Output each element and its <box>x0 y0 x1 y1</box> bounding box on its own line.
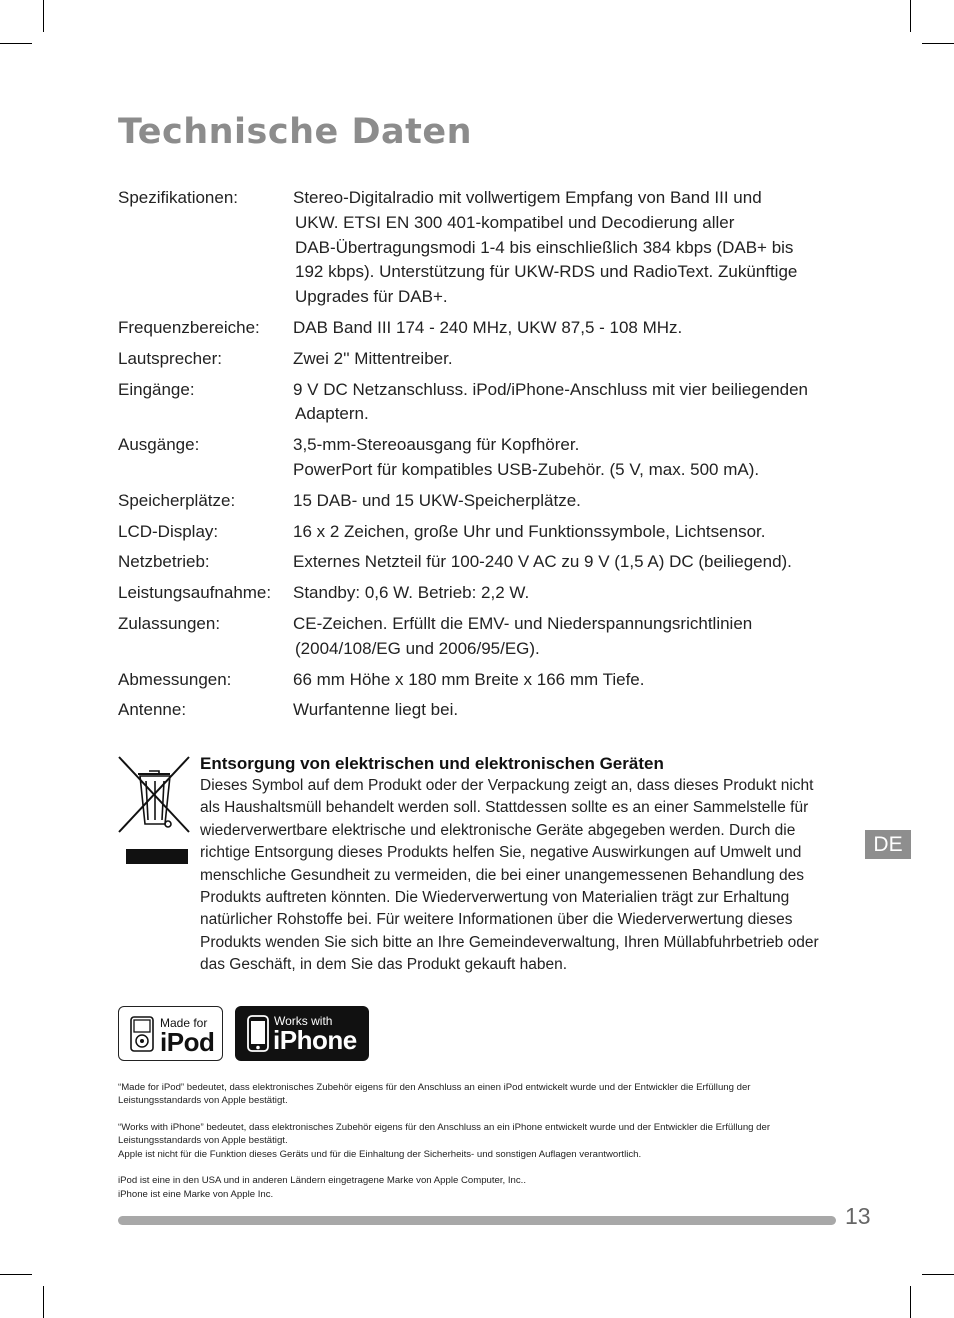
disposal-section <box>200 753 832 977</box>
spec-value <box>293 186 838 310</box>
spec-label: LCD-Display: <box>118 521 219 541</box>
legal-notes <box>118 1081 832 1214</box>
spec-value <box>293 581 838 606</box>
crop-mark <box>0 1274 32 1275</box>
spec-value <box>293 698 838 723</box>
spec-row <box>118 520 838 545</box>
spec-row <box>118 316 838 341</box>
spec-label: Frequenzbereiche: <box>118 317 260 337</box>
spec-value-line: 66 mm Höhe x 180 mm Breite x 166 mm Tiefe. <box>293 669 645 689</box>
badge-big-text: iPod <box>160 1027 215 1057</box>
badge-small-text: Works with <box>274 1014 333 1028</box>
spec-value-line: 9 V DC Netzanschluss. iPod/iPhone-Anschluss mit vier beiliegenden <box>293 379 808 399</box>
spec-row <box>118 612 838 662</box>
language-tab: DE <box>865 830 911 859</box>
spec-row <box>118 550 838 575</box>
legal-iphone: “Works with iPhone” bedeutet, dass elektronisches Zubehör eigens für den Anschluss an ein iPhone entwickelt wurde und der Entwickler die Erfüllung der Leistungsstandards von Apple bestätigt. <box>118 1121 771 1147</box>
spec-row <box>118 489 838 514</box>
spec-row <box>118 433 838 483</box>
spec-value-line: 192 kbps). Unterstützung für UKW-RDS und RadioText. Zukünftige <box>295 262 798 282</box>
spec-value <box>293 550 838 575</box>
ipod-icon <box>130 1016 154 1052</box>
crop-mark <box>43 1286 44 1318</box>
iphone-icon <box>247 1015 269 1052</box>
disposal-body: Dieses Symbol auf dem Produkt oder der Verpackung zeigt an, dass dieses Produkt nicht als Haushaltsmüll behandelt werden soll. Stattdessen sollte es an einer Sammelstelle für wiederverwertbare elektrische und elektronische Geräte abgegeben werden. Durch die richtige Entsorgung dieses Produkts helfen Sie, negative Auswirkungen auf Umwelt und menschliche Gesundheit zu vermeiden, die bei einer unangemessenen Behandlung des Produkts auftreten könnten. Die Wiederverwertung von Materialien trägt zur Erhaltung natürlicher Rohstoffe bei. Für weitere Informationen über die Wiederverwertung dieses Produkts wenden Sie sich bitte an Ihre Gemeindeverwaltung, Ihren Müllabfuhrbetrieb oder das Geschäft, in dem Sie das Produkt gekauft haben. <box>200 777 819 974</box>
spec-value <box>293 668 838 693</box>
spec-value-line: 16 x 2 Zeichen, große Uhr und Funktionssymbole, Lichtsensor. <box>293 521 766 541</box>
spec-value-line: Wurfantenne liegt bei. <box>293 700 459 720</box>
spec-row <box>118 186 838 310</box>
crop-mark <box>910 1286 911 1318</box>
footer-bar <box>118 1216 836 1225</box>
page-number: 13 <box>845 1203 871 1229</box>
weee-bar <box>126 849 188 864</box>
spec-label: Eingänge: <box>118 379 195 399</box>
spec-value-line: Standby: 0,6 W. Betrieb: 2,2 W. <box>293 583 530 603</box>
spec-label: Zulassungen: <box>118 613 221 633</box>
spec-value <box>293 520 838 545</box>
spec-value-line: DAB-Übertragungsmodi 1-4 bis einschließlich 384 kbps (DAB+ bis <box>295 237 794 257</box>
disposal-heading: Entsorgung von elektrischen und elektronischen Geräten <box>200 754 664 773</box>
spec-value-line: Adaptern. <box>295 404 369 424</box>
spec-label: Lautsprecher: <box>118 348 222 368</box>
crop-mark <box>922 1274 954 1275</box>
spec-value-line: UKW. ETSI EN 300 401-kompatibel und Decodierung aller <box>295 212 735 232</box>
spec-value-line: Upgrades für DAB+. <box>295 287 448 307</box>
legal-ipod: “Made for iPod” bedeutet, dass elektronisches Zubehör eigens für den Anschluss an einen iPod entwickelt wurde und der Entwickler die Erfüllung der Leistungsstandards von Apple bestätigt. <box>118 1082 751 1107</box>
made-for-ipod-badge <box>118 1006 223 1061</box>
spec-value-line: (2004/108/EG und 2006/95/EG). <box>295 638 540 658</box>
spec-value <box>293 378 838 428</box>
spec-value-line: DAB Band III 174 - 240 MHz, UKW 87,5 - 108 MHz. <box>293 317 683 337</box>
badge-big-text: iPhone <box>273 1025 357 1055</box>
spec-label: Spezifikationen: <box>118 188 239 207</box>
spec-value-line: PowerPort für kompatibles USB-Zubehör. (5 V, max. 500 mA). <box>293 459 760 479</box>
page-title: Technische Daten <box>118 112 473 152</box>
spec-label: Abmessungen: <box>118 669 232 689</box>
spec-value-line: 15 DAB- und 15 UKW-Speicherplätze. <box>293 490 581 510</box>
spec-row <box>118 668 838 693</box>
spec-value <box>293 316 838 341</box>
spec-label: Leistungsaufnahme: <box>118 583 272 603</box>
spec-row <box>118 347 838 372</box>
spec-label: Antenne: <box>118 700 187 720</box>
spec-value <box>293 612 838 662</box>
legal-ipod-trademark: iPod ist eine in den USA und in anderen Ländern eingetragene Marke von Apple Computer, Inc.. <box>118 1175 527 1187</box>
spec-value-line: Externes Netzteil für 100-240 V AC zu 9 V (1,5 A) DC (beiliegend). <box>293 552 792 572</box>
crop-mark <box>43 0 44 32</box>
spec-label: Speicherplätze: <box>118 490 236 510</box>
spec-value <box>293 489 838 514</box>
spec-row <box>118 378 838 428</box>
badge-small-text: Made for <box>160 1016 208 1030</box>
legal-apple-responsibility: Apple ist nicht für die Funktion dieses Geräts und für die Einhaltung der Sicherheits- und sonstigen Auflagen verantwortlich. <box>118 1148 642 1160</box>
spec-row <box>118 581 838 606</box>
spec-label: Ausgänge: <box>118 435 200 455</box>
spec-table <box>118 186 838 729</box>
spec-value <box>293 433 838 483</box>
works-with-iphone-badge <box>235 1006 369 1061</box>
spec-value-line: Zwei 2'' Mittentreiber. <box>293 348 453 368</box>
spec-label: Netzbetrieb: <box>118 552 210 572</box>
spec-value-line: CE-Zeichen. Erfüllt die EMV- und Niederspannungsrichtlinien <box>293 613 753 633</box>
spec-value <box>293 347 838 372</box>
spec-value-line: 3,5-mm-Stereoausgang für Kopfhörer. <box>293 435 580 455</box>
crop-mark <box>910 0 911 32</box>
spec-row <box>118 698 838 723</box>
legal-iphone-trademark: iPhone ist eine Marke von Apple Inc. <box>118 1188 274 1200</box>
crop-mark <box>922 43 954 44</box>
crop-mark <box>0 43 32 44</box>
spec-value-line: Stereo-Digitalradio mit vollwertigem Empfang von Band III und <box>293 188 762 207</box>
